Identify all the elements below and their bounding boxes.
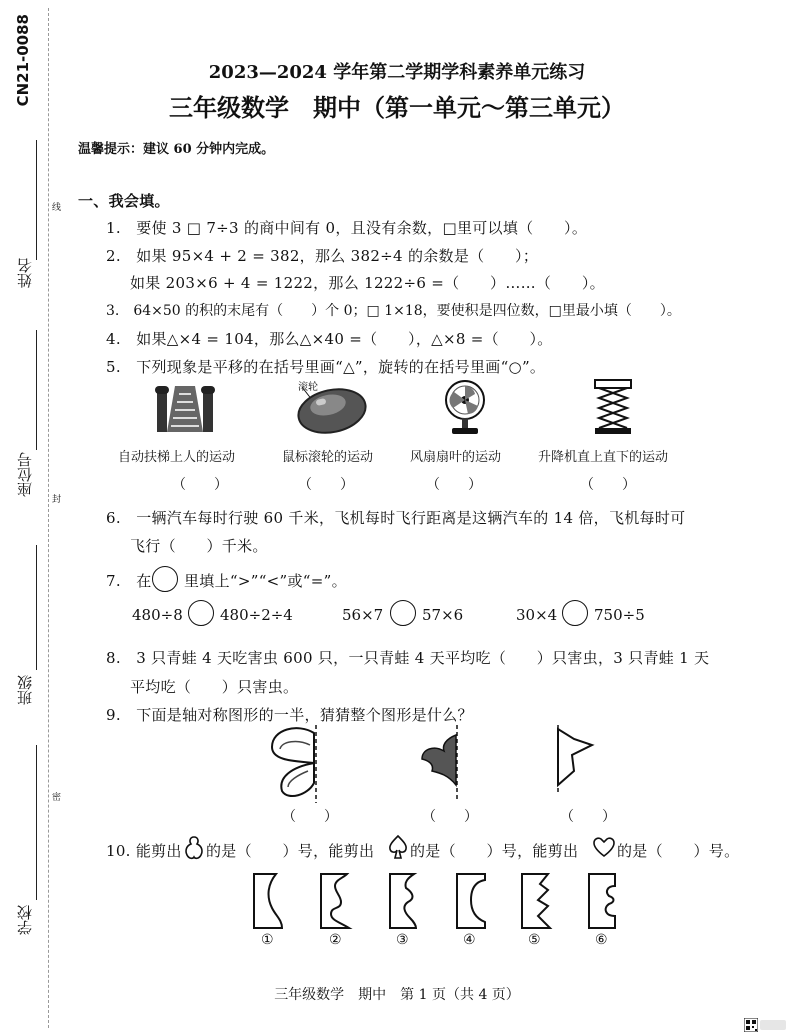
school-line [36, 745, 37, 900]
class-label: 班级 [16, 675, 34, 705]
q7-left-1: 480÷8 [132, 606, 183, 624]
shape-number-5: ⑤ [528, 932, 541, 948]
caption-lift: 升降机直上直下的运动 [538, 450, 669, 465]
answer-paren-mouse[interactable]: （ ） [298, 477, 354, 493]
question-10-b: 的是（ ）号，能剪出 [206, 842, 375, 860]
class-line [36, 545, 37, 670]
q7-right-3: 750÷5 [594, 606, 645, 624]
watermark-bar [760, 1020, 786, 1030]
question-10-a: 10. 能剪出 [106, 842, 182, 860]
question-8b: 平均吃（ ）只害虫。 [130, 678, 299, 696]
folded-paper-5 [518, 872, 554, 930]
folded-paper-1 [250, 872, 286, 930]
tip: 温馨提示：建议 60 分钟内完成。 [78, 142, 275, 157]
seat-line [36, 330, 37, 450]
question-5: 5. 下列现象是平移的在括号里画“△”，旋转的在括号里画“○”。 [106, 358, 546, 376]
line-char: 线 [52, 203, 62, 213]
q9-answer-paren-2[interactable]: （ ） [422, 809, 478, 825]
caption-mouse: 鼠标滚轮的运动 [282, 450, 374, 465]
q9-answer-paren-3[interactable]: （ ） [560, 809, 616, 825]
close-char: 密 [52, 793, 62, 803]
half-star-shape [552, 725, 598, 795]
q7-left-3: 30×4 [516, 606, 558, 624]
question-9: 9. 下面是轴对称图形的一半，猜猜整个图形是什么？ [106, 706, 473, 724]
folded-paper-6 [585, 872, 621, 930]
question-10-d: 的是（ ）号。 [617, 842, 740, 860]
qr-watermark-icon [744, 1018, 758, 1032]
shape-number-3: ③ [396, 932, 409, 948]
shape-number-4: ④ [463, 932, 476, 948]
question-1: 1. 要使 3 □ 7÷3 的商中间有 0，且没有余数，□里可以填（ ）。 [106, 219, 588, 237]
half-butterfly-shape [268, 725, 324, 803]
q7-right-1: 480÷2÷4 [220, 606, 293, 624]
heart-shape-icon [592, 836, 616, 858]
half-leaf-shape [416, 725, 462, 801]
question-7-prefix: 7. 在 [106, 572, 152, 590]
question-6b: 飞行（ ）千米。 [130, 537, 268, 555]
caption-fan: 风扇扇叶的运动 [410, 450, 502, 465]
escalator-image [155, 378, 215, 434]
school-label: 学校 [16, 905, 34, 935]
question-7-suffix: 里填上“>”“<”或“=”。 [184, 572, 347, 590]
shape-number-6: ⑥ [595, 932, 608, 948]
q7-answer-circle-3[interactable] [562, 600, 588, 626]
question-10-c: 的是（ ）号，能剪出 [410, 842, 579, 860]
question-8a: 8. 3 只青蛙 4 天吃害虫 600 只，一只青蛙 4 天平均吃（ ）只害虫，3 只青蛙 1 天 [106, 649, 710, 667]
title-line-2: 三年级数学 期中（第一单元～第三单元） [169, 93, 625, 122]
q7-right-2: 57×6 [422, 606, 464, 624]
question-2a: 2. 如果 95×4 + 2 = 382，那么 382÷4 的余数是（ ）； [106, 247, 539, 265]
gourd-shape-icon [183, 835, 205, 861]
binding-dashed-line [48, 8, 49, 1028]
folded-paper-3 [386, 872, 422, 930]
answer-paren-fan[interactable]: （ ） [426, 477, 482, 493]
name-line [36, 140, 37, 260]
name-label: 姓名 [16, 258, 34, 288]
title-line-1: 2023—2024 学年第二学期学科素养单元练习 [208, 62, 586, 83]
answer-paren-escalator[interactable]: （ ） [172, 477, 228, 493]
question-2b: 如果 203×6 + 4 = 1222，那么 1222÷6 =（ ）……（ ）。 [130, 274, 605, 292]
caption-escalator: 自动扶梯上人的运动 [118, 450, 236, 465]
q9-answer-paren-1[interactable]: （ ） [282, 809, 338, 825]
footer-page-info: 三年级数学 期中 第 1 页（共 4 页） [274, 987, 520, 1003]
spade-shape-icon [387, 834, 409, 860]
q7-left-2: 56×7 [342, 606, 384, 624]
mouse-wheel-label: 滚轮 [298, 382, 318, 393]
fan-image [440, 378, 490, 436]
shape-number-1: ① [261, 932, 274, 948]
question-6a: 6. 一辆汽车每时行驶 60 千米，飞机每时飞行距离是这辆汽车的 14 倍，飞机每时可 [106, 509, 686, 527]
lift-image [593, 378, 633, 436]
paper-code: CN21-0088 [14, 14, 32, 107]
mouse-image [292, 383, 370, 435]
shape-number-2: ② [329, 932, 342, 948]
seal-char: 封 [52, 495, 62, 505]
folded-paper-4 [453, 872, 489, 930]
section1-title: 一、我会填。 [78, 192, 170, 210]
question-3: 3. 64×50 的积的末尾有（ ）个 0；□ 1×18，要使积是四位数，□里最小填（ ）。 [106, 303, 681, 319]
q7-answer-circle-1[interactable] [188, 600, 214, 626]
folded-paper-2 [317, 872, 353, 930]
q7-sample-circle [152, 566, 178, 592]
answer-paren-lift[interactable]: （ ） [580, 477, 636, 493]
question-4: 4. 如果△×4 = 104，那么△×40 =（ ），△×8 =（ ）。 [106, 330, 553, 348]
seat-label: 座位号 [16, 452, 34, 497]
q7-answer-circle-2[interactable] [390, 600, 416, 626]
